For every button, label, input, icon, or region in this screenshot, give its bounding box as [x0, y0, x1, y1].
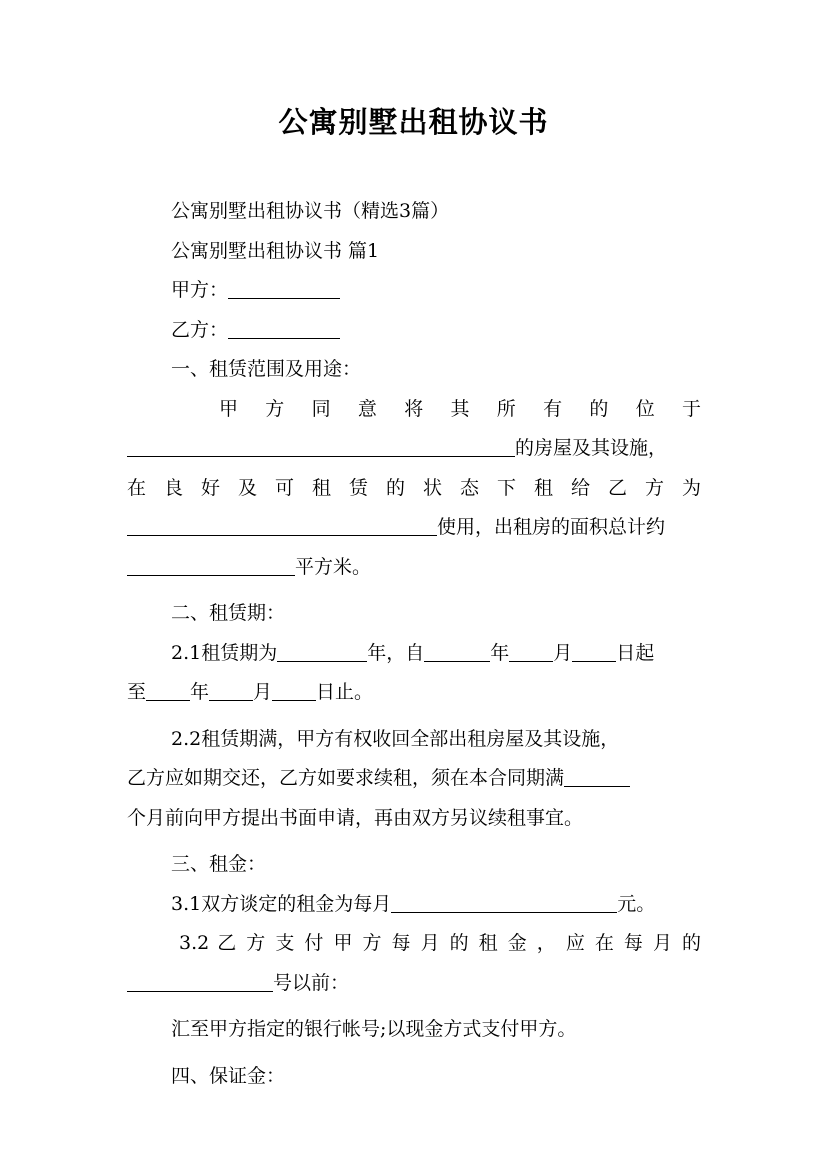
section-2-heading: 二、租赁期： [171, 602, 286, 624]
section-2-2-line-1: 2.2租赁期满，甲方有权收回全部出租房屋及其设施， [171, 727, 620, 750]
section-1-line-5 [127, 548, 701, 588]
end-year-blank [146, 680, 190, 701]
term-years-blank [277, 641, 367, 662]
payment-day-blank [127, 971, 273, 992]
section-2-2-line-2-text: 乙方应如期交还，乙方如要求续租，须在本合同期满 [127, 767, 565, 789]
start-month-blank [509, 641, 553, 662]
to-label: 至 [127, 681, 147, 703]
section-3-2-line-2-text: 号以前： [273, 971, 350, 994]
end-day-label: 日止。 [316, 681, 374, 703]
document-title: 公寓别墅出租协议书 [278, 105, 549, 139]
section-3-2-line-2 [127, 964, 701, 1004]
section-1-line-3: 在 良 好 及 可 租 赁 的 状 态 下 租 给 乙 方 为 [127, 476, 701, 499]
section-1-line-2-text: 的房屋及其设施， [515, 437, 668, 459]
start-day-blank [572, 641, 616, 662]
start-year-blank [424, 641, 490, 662]
section-3-1-line [127, 885, 701, 925]
section-3-2-line-1: 3.2 乙 方 支 付 甲 方 每 月 的 租 金 ， 应 在 每 月 的 [179, 932, 701, 954]
party-a-label: 甲方： [171, 279, 229, 301]
document-body [127, 192, 701, 1096]
section-1-line-4-text: 使用，出租房的面积总计约 [437, 516, 666, 538]
area-blank [127, 555, 295, 576]
section-1-heading: 一、租赁范围及用途： [171, 358, 362, 380]
section-2-2-line-3: 个月前向甲方提出书面申请，再由双方另议续租事宜。 [127, 806, 584, 829]
section-2-2-line-2 [127, 759, 701, 799]
rent-amount-blank [391, 892, 617, 913]
section-2-1-line-2 [127, 673, 701, 713]
party-b-label: 乙方： [171, 318, 229, 341]
end-day-blank [272, 680, 316, 701]
location-blank [127, 436, 515, 457]
section-2-1-line-1 [127, 634, 701, 674]
party-a-line [127, 271, 701, 311]
end-year-label: 年 [190, 681, 210, 703]
section-1-line-4 [127, 508, 701, 548]
start-month-label: 月 [553, 641, 573, 664]
end-month-label: 月 [253, 681, 273, 703]
payment-method-line: 汇至甲方指定的银行帐号;以现金方式支付甲方。 [171, 1018, 577, 1040]
rent-label: 3.1双方谈定的租金为每月 [171, 892, 392, 915]
renewal-months-blank [564, 766, 630, 787]
chapter-heading: 公寓别墅出租协议书 篇1 [171, 239, 380, 262]
party-b-blank [228, 318, 340, 339]
document-subtitle: 公寓别墅出租协议书（精选3篇） [171, 200, 450, 222]
party-b-line [127, 311, 701, 351]
section-4-heading: 四、保证金： [171, 1064, 286, 1087]
section-1-line-1: 甲 方 同 意 将 其 所 有 的 位 于 [219, 397, 701, 420]
end-month-blank [209, 680, 253, 701]
usage-blank [127, 515, 437, 536]
term-from-label: 年，自 [367, 641, 425, 664]
start-year-label: 年 [490, 641, 510, 664]
section-3-heading: 三、租金： [171, 853, 267, 875]
section-1-line-5-text: 平方米。 [295, 555, 372, 578]
rent-unit-label: 元。 [617, 892, 656, 915]
party-a-blank [228, 278, 340, 299]
term-label: 2.1租赁期为 [171, 641, 278, 664]
section-1-line-2 [127, 429, 701, 469]
start-day-label: 日起 [616, 641, 655, 664]
